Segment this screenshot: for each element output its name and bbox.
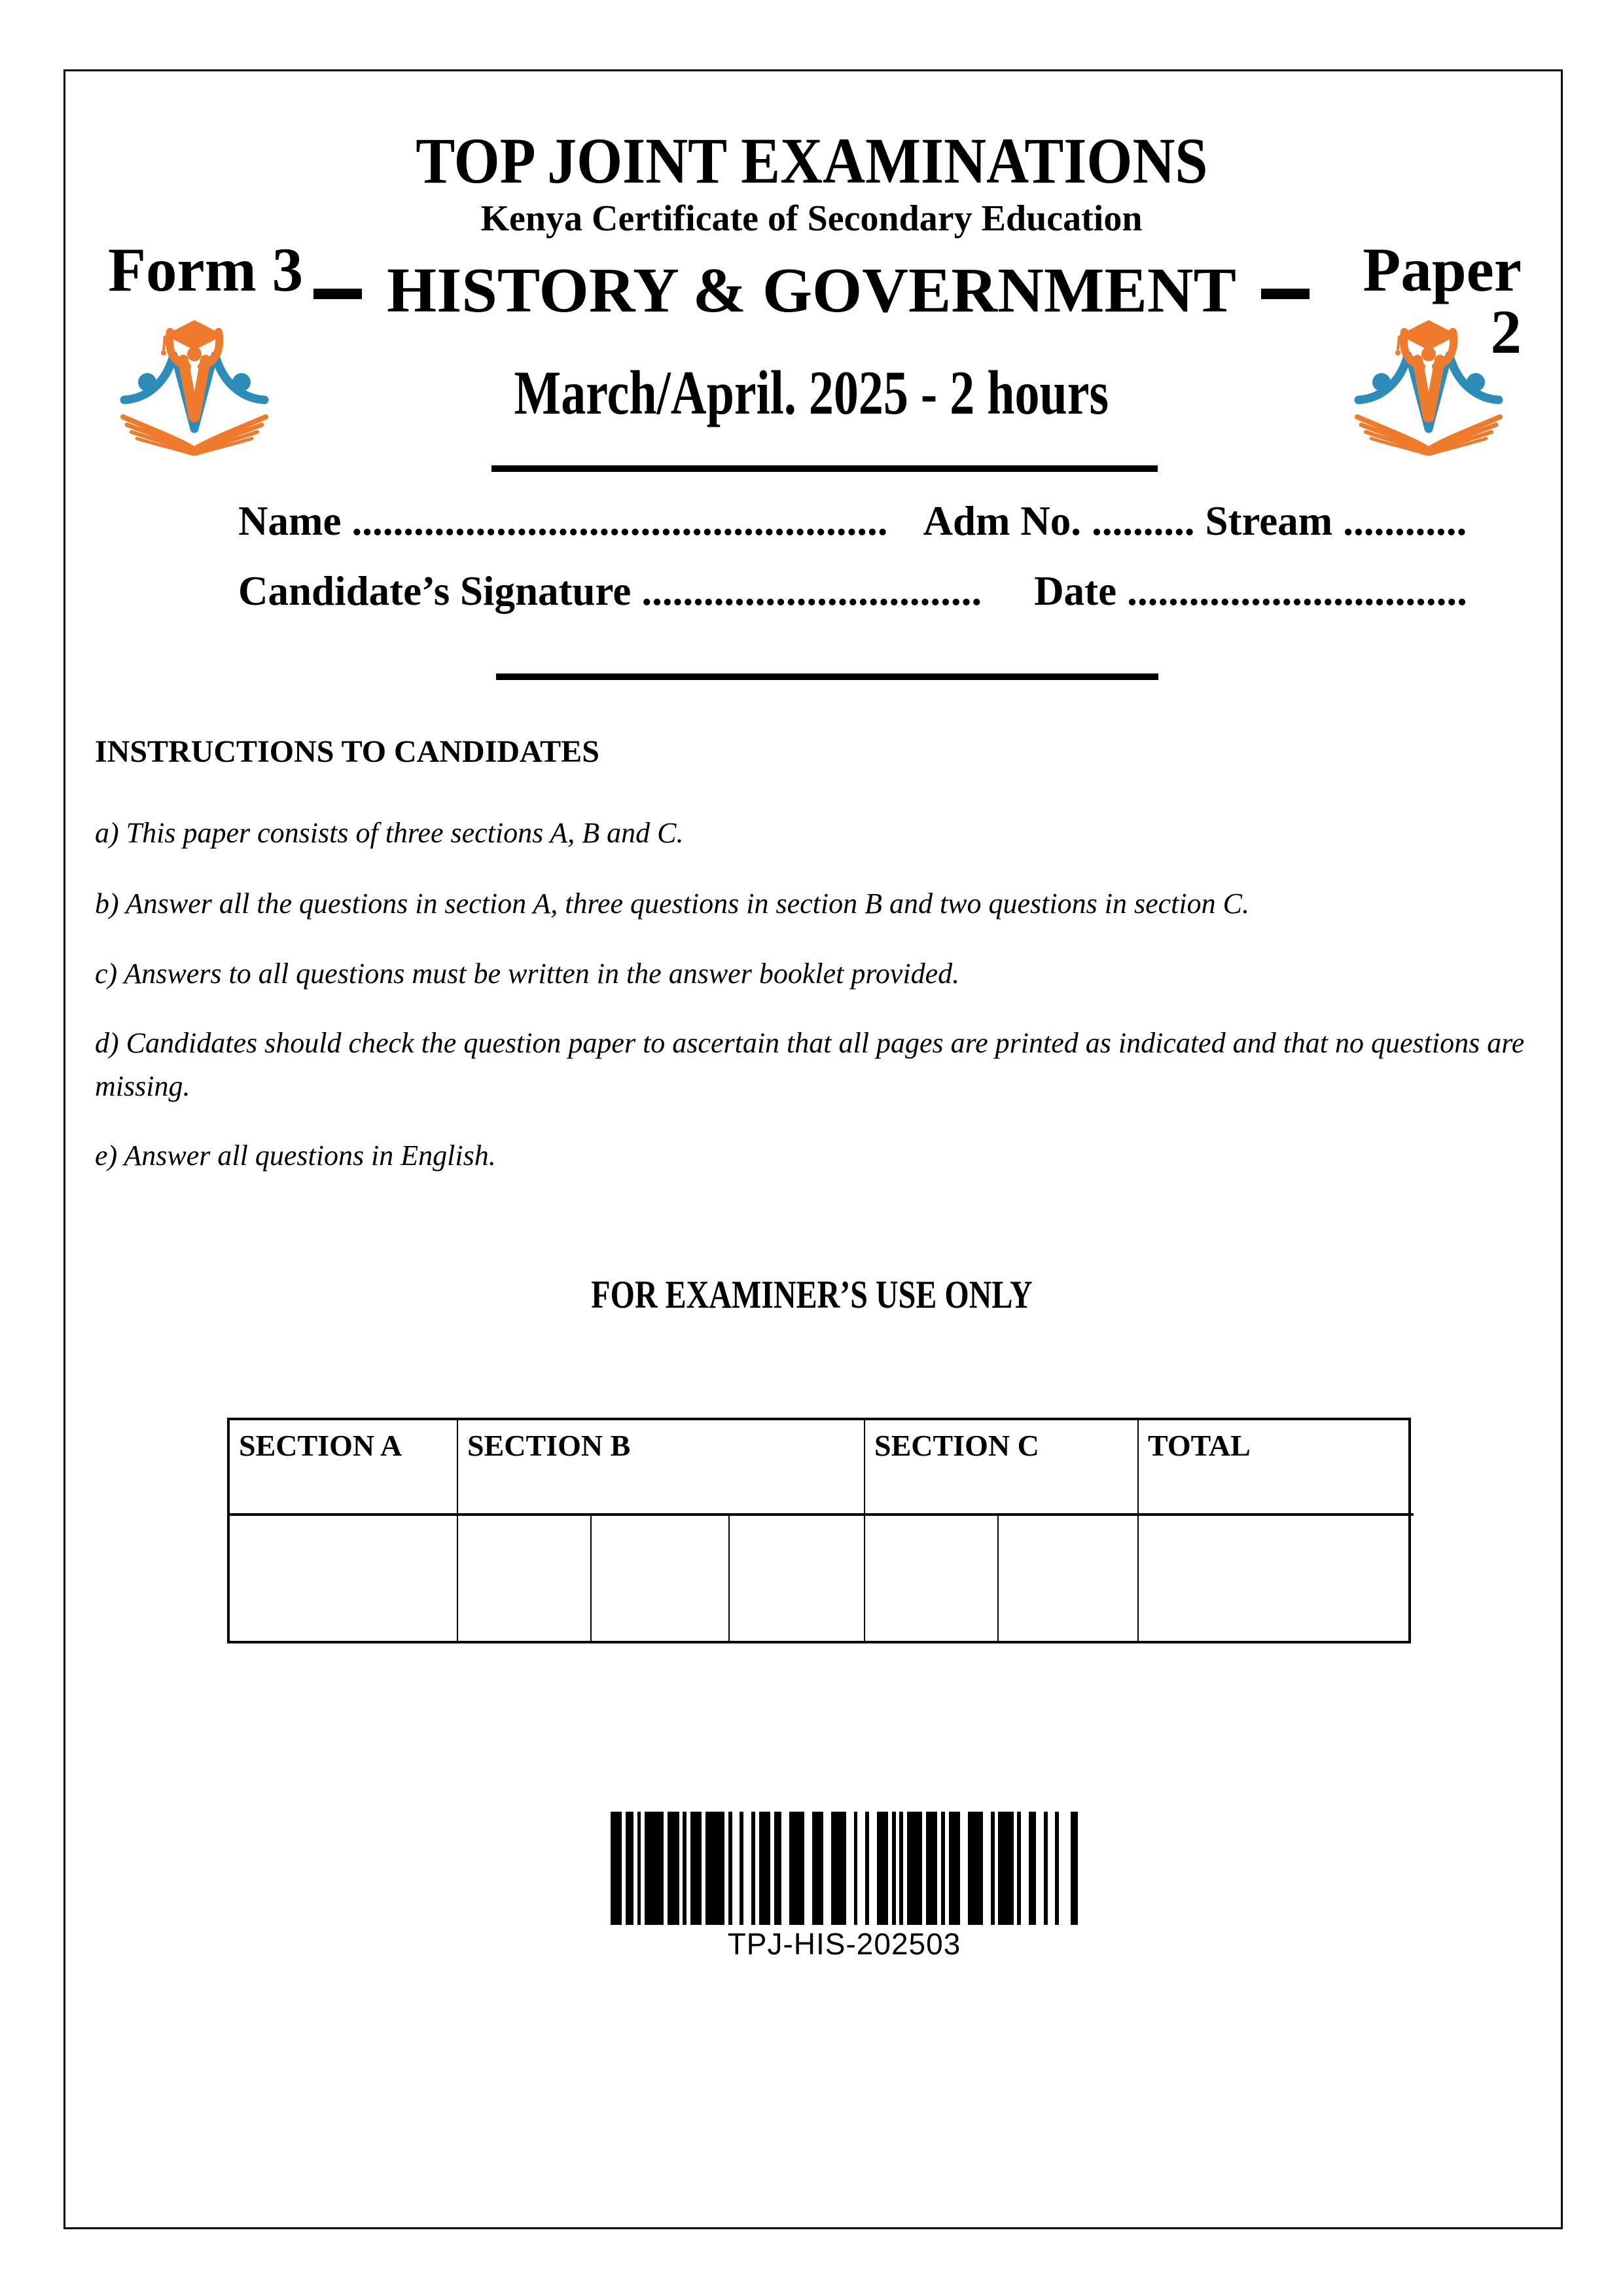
organization-name: TOP JOINT EXAMINATIONS — [415, 124, 1208, 197]
examiner-score-table — [227, 1418, 1411, 1643]
school-logo-right — [1347, 319, 1510, 459]
examiner-use-heading-text: FOR EXAMINER’S USE ONLY — [590, 1273, 1033, 1316]
table-header-section-c: SECTION C — [865, 1420, 1139, 1516]
school-logo-left — [113, 319, 276, 459]
date-fill-line: ................................. — [1127, 568, 1467, 614]
instruction-item-a: a) This paper consists of three sections A, B and C. — [95, 817, 684, 849]
instruction-item-b: b) Answer all the questions in section A, three questions in section B and two questions in section C. — [95, 888, 1249, 920]
paper-number-label: Paper 2 — [1363, 235, 1522, 367]
subject-title: HISTORY & GOVERNMENT — [387, 255, 1236, 326]
table-header-section-b: SECTION B — [458, 1420, 865, 1516]
score-cell-section-c-2 — [999, 1516, 1139, 1641]
adm-no-label: Adm No. — [923, 498, 1081, 544]
instruction-item-c: c) Answers to all questions must be written in the answer booklet provided. — [95, 958, 960, 990]
instruction-item-d: d) Candidates should check the question paper to ascertain that all pages are printed as indicated and that no questions are missing. — [95, 1027, 1525, 1102]
page-title — [0, 124, 1623, 197]
examiner-use-heading — [0, 1275, 1623, 1314]
candidate-name-row — [238, 498, 1467, 544]
table-header-section-a: SECTION A — [230, 1420, 458, 1516]
name-label: Name — [238, 498, 342, 544]
header-divider-line — [491, 465, 1158, 472]
score-cell-section-a — [230, 1516, 458, 1641]
score-cell-section-b-3 — [730, 1516, 865, 1641]
dash-icon — [1261, 289, 1310, 299]
session-text: March/April. 2025 - 2 hours — [514, 358, 1109, 427]
signature-label: Candidate’s Signature — [238, 568, 632, 614]
stream-fill-line: ............ — [1343, 498, 1467, 544]
fields-divider-line — [496, 673, 1158, 680]
instructions-heading: INSTRUCTIONS TO CANDIDATES — [95, 734, 599, 769]
score-cell-total — [1139, 1516, 1414, 1641]
instruction-item-e: e) Answer all questions in English. — [95, 1139, 496, 1172]
form-level-label: Form 3 — [108, 235, 304, 304]
name-fill-line: .................................................... — [351, 498, 888, 544]
page-subtitle: Kenya Certificate of Secondary Education — [480, 198, 1143, 239]
adm-no-fill-line: .......... — [1091, 498, 1195, 544]
score-cell-section-c-1 — [865, 1516, 999, 1641]
date-label: Date — [1034, 568, 1117, 614]
barcode — [611, 1812, 1078, 1959]
stream-label: Stream — [1205, 498, 1333, 544]
barcode-bars — [611, 1812, 1078, 1925]
candidate-signature-row — [238, 568, 1467, 614]
table-header-total: TOTAL — [1139, 1420, 1414, 1516]
signature-fill-line: ................................. — [641, 568, 982, 614]
dash-icon — [313, 289, 362, 299]
barcode-code-text: TPJ-HIS-202503 — [727, 1927, 961, 1961]
score-cell-section-b-1 — [458, 1516, 592, 1641]
score-cell-section-b-2 — [592, 1516, 730, 1641]
